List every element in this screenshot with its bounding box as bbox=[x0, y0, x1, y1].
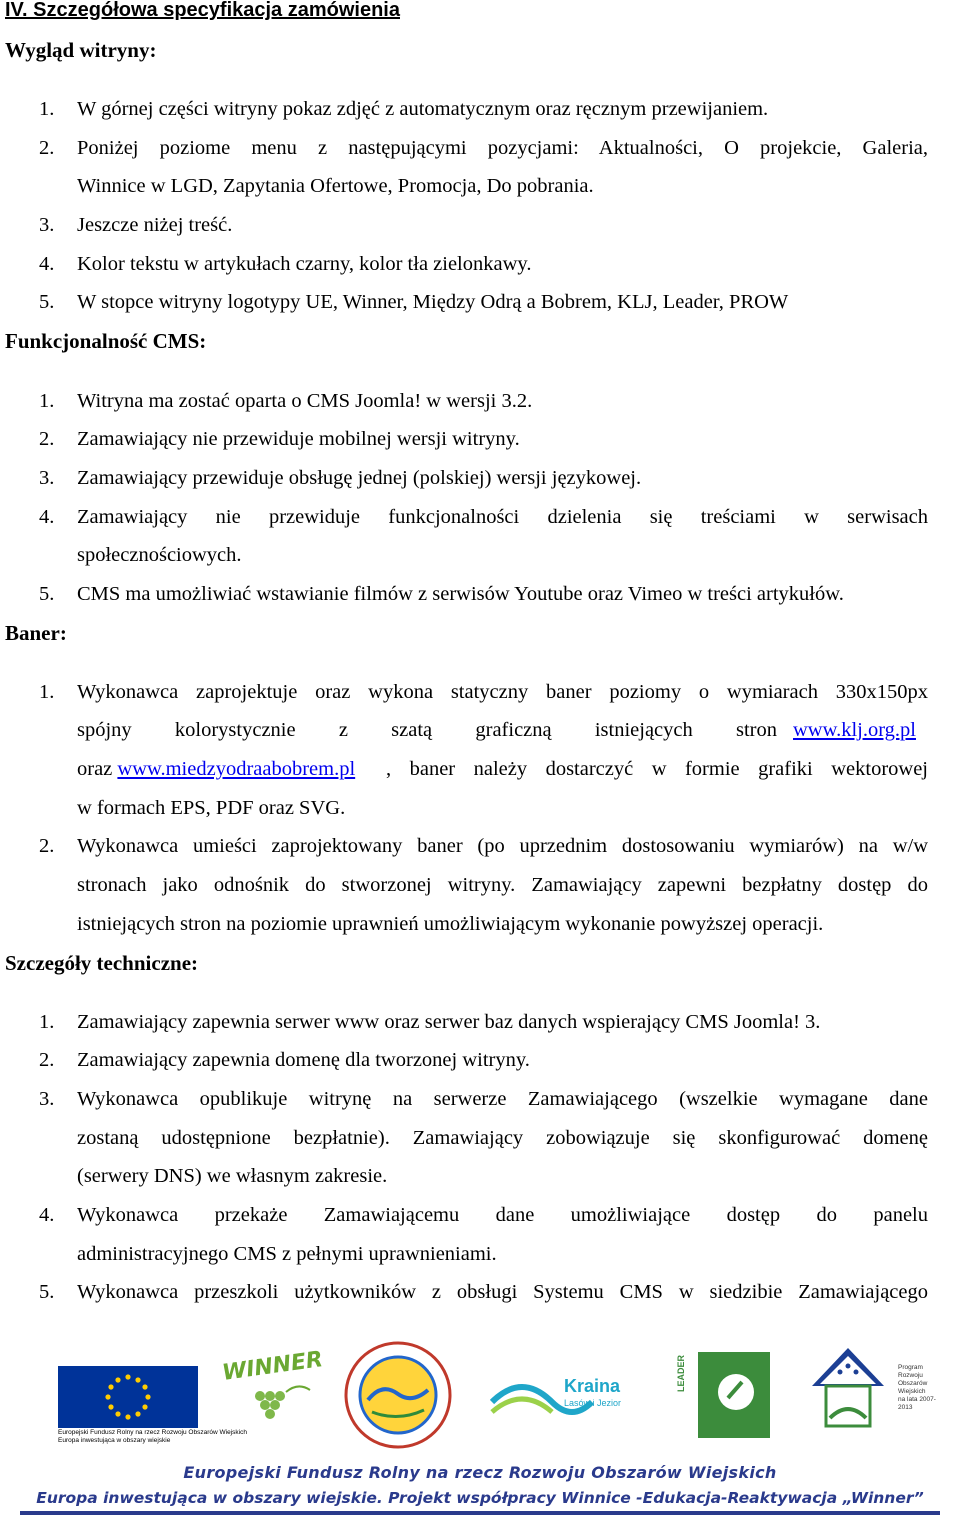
link-miedzyodraabobrem[interactable]: www.miedzyodraabobrem.pl bbox=[117, 758, 356, 780]
list-number: 4. bbox=[39, 1204, 55, 1226]
footer-logos bbox=[20, 1340, 950, 1450]
list-item: Zamawiający nie przewiduje mobilnej wersji witryny. bbox=[77, 428, 520, 450]
link-klj[interactable]: www.klj.org.pl bbox=[793, 719, 916, 741]
leader-icon bbox=[680, 1352, 772, 1438]
eu-caption-line: Europejski Fundusz Rolny na rzecz Rozwoju Obszarów Wiejskich bbox=[58, 1429, 247, 1436]
leader-wordmark: LEADER bbox=[676, 1354, 686, 1392]
footer-line-2: Europa inwestująca w obszary wiejskie. Projekt współpracy Winnice -Edukacja-Reaktywacja „Winner” bbox=[36, 1489, 924, 1507]
list-number: 5. bbox=[39, 291, 55, 313]
list-item: Wykonawca umieści zaprojektowany baner (po uprzednim dostosowaniu wymiarów) na w/w bbox=[77, 835, 928, 857]
footer-line-1: Europejski Fundusz Rolny na rzecz Rozwoju Obszarów Wiejskich bbox=[183, 1463, 777, 1482]
prow-logo bbox=[812, 1342, 948, 1442]
text-oraz: oraz bbox=[77, 758, 113, 780]
list-number: 1. bbox=[39, 681, 55, 703]
kraina-title: Kraina bbox=[564, 1376, 621, 1396]
prow-caption-line: Program bbox=[898, 1364, 923, 1371]
site-look-heading: Wygląd witryny: bbox=[5, 38, 157, 62]
list-number: 2. bbox=[39, 428, 55, 450]
list-number: 1. bbox=[39, 390, 55, 412]
list-item-continuation: Winnice w LGD, Zapytania Ofertowe, Promocja, Do pobrania. bbox=[77, 175, 594, 197]
list-item: Zamawiający zapewnia domenę dla tworzonej witryny. bbox=[77, 1049, 530, 1071]
list-item-continuation: stronach jako odnośnik do stworzonej witryny. Zamawiający zapewni bezpłatny dostęp do bbox=[77, 874, 928, 896]
grapes-icon bbox=[216, 1344, 328, 1444]
list-number: 1. bbox=[39, 98, 55, 120]
list-item: W stopce witryny logotypy UE, Winner, Między Odrą a Bobrem, KLJ, Leader, PROW bbox=[77, 291, 789, 313]
list-item-continuation: zostaną udostępnione bezpłatnie). Zamawiający zobowiązuje się skonfigurować domenę bbox=[77, 1127, 928, 1149]
prow-caption bbox=[898, 1364, 948, 1412]
list-item-continuation: administracyjnego CMS z pełnymi uprawnieniami. bbox=[77, 1243, 497, 1265]
prow-caption-line: Rozwoju bbox=[898, 1372, 923, 1379]
list-item-continuation: społecznościowych. bbox=[77, 544, 242, 566]
list-item-continuation: istniejących stron na poziomie uprawnień umożliwiającym wykonanie powyższej operacji. bbox=[77, 913, 824, 935]
list-item-continuation bbox=[77, 757, 355, 781]
list-item: Zamawiający zapewnia serwer www oraz serwer baz danych wspierający CMS Joomla! 3. bbox=[77, 1011, 821, 1033]
footer-divider bbox=[20, 1511, 940, 1515]
list-item: Wykonawca przeszkoli użytkowników z obsługi Systemu CMS w siedzibie Zamawiającego bbox=[77, 1281, 928, 1303]
cms-heading: Funkcjonalność CMS: bbox=[5, 329, 207, 353]
list-item: Poniżej poziome menu z następującymi pozycjami: Aktualności, O projekcie, Galeria, bbox=[77, 137, 928, 159]
winner-wordmark: WINNER bbox=[220, 1347, 325, 1386]
list-number: 2. bbox=[39, 137, 55, 159]
banner-heading: Baner: bbox=[5, 621, 67, 645]
list-number: 2. bbox=[39, 1049, 55, 1071]
list-item-continuation: spójny kolorystycznie z szatą graficzną istniejących stron bbox=[77, 719, 777, 741]
list-number: 4. bbox=[39, 253, 55, 275]
winner-logo bbox=[216, 1344, 328, 1444]
list-item: Jeszcze niżej treść. bbox=[77, 214, 233, 236]
list-item-continuation: , baner należy dostarczyć w formie grafiki wektorowej bbox=[386, 758, 928, 780]
list-item-continuation: (serwery DNS) we własnym zakresie. bbox=[77, 1165, 388, 1187]
list-item: Wykonawca zaprojektuje oraz wykona statyczny baner poziomy o wymiarach 330x150px bbox=[77, 681, 928, 703]
list-item-continuation: w formach EPS, PDF oraz SVG. bbox=[77, 797, 346, 819]
leader-logo bbox=[676, 1352, 772, 1438]
eu-caption-line: Europa inwestująca w obszary wiejskie bbox=[58, 1437, 171, 1444]
lgd-round-logo bbox=[342, 1340, 454, 1450]
tech-heading: Szczegóły techniczne: bbox=[5, 951, 199, 975]
list-number: 5. bbox=[39, 1281, 55, 1303]
kraina-wave-icon bbox=[490, 1362, 640, 1432]
list-number: 3. bbox=[39, 1088, 55, 1110]
list-item: Kolor tekstu w artykułach czarny, kolor tła zielonkawy. bbox=[77, 253, 532, 275]
list-item: CMS ma umożliwiać wstawianie filmów z serwisów Youtube oraz Vimeo w treści artykułów. bbox=[77, 583, 844, 605]
list-item: W górnej części witryny pokaz zdjęć z automatycznym oraz ręcznym przewijaniem. bbox=[77, 98, 769, 120]
prow-caption-line: na lata 2007-2013 bbox=[898, 1396, 936, 1411]
list-number: 3. bbox=[39, 467, 55, 489]
section-title: IV. Szczegółowa specyfikacja zamówienia bbox=[5, 0, 400, 21]
lgd-round-icon bbox=[342, 1340, 454, 1450]
prow-caption-line: Obszarów bbox=[898, 1380, 928, 1387]
list-number: 2. bbox=[39, 835, 55, 857]
list-item: Wykonawca przekaże Zamawiającemu dane umożliwiające dostęp do panelu bbox=[77, 1204, 928, 1226]
list-item: Zamawiający nie przewiduje funkcjonalności dzielenia się treściami w serwisach bbox=[77, 506, 928, 528]
prow-caption-line: Wiejskich bbox=[898, 1388, 926, 1395]
list-number: 3. bbox=[39, 214, 55, 236]
list-item: Witryna ma zostać oparta o CMS Joomla! w wersji 3.2. bbox=[77, 390, 533, 412]
list-number: 4. bbox=[39, 506, 55, 528]
kraina-logo bbox=[490, 1362, 640, 1432]
list-item: Wykonawca opublikuje witrynę na serwerze Zamawiającego (wszelkie wymagane dane bbox=[77, 1088, 928, 1110]
list-number: 5. bbox=[39, 583, 55, 605]
list-number: 1. bbox=[39, 1011, 55, 1033]
eu-logo bbox=[58, 1366, 247, 1446]
list-item: Zamawiający przewiduje obsługę jednej (polskiej) wersji językowej. bbox=[77, 467, 642, 489]
kraina-subtitle: Lasów i Jezior bbox=[564, 1398, 622, 1408]
